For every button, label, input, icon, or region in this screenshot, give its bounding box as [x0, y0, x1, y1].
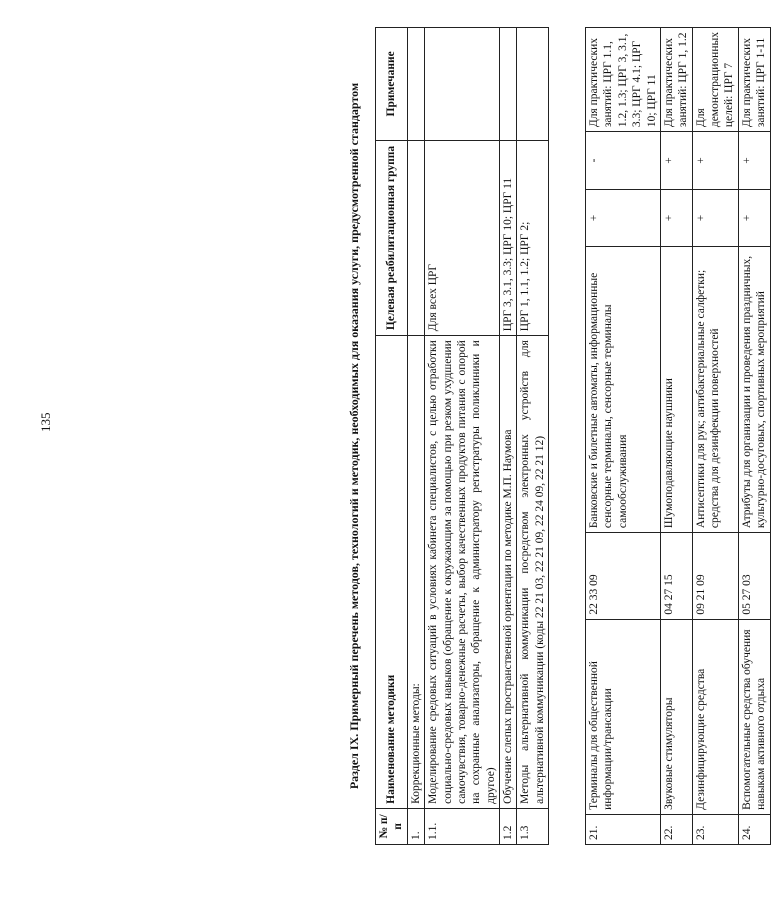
device-description: Шумоподавляющие наушники [660, 247, 692, 533]
note-cell: Для практических занятий: ЦРГ 1.1, 1.2, 1.3; ЦРГ 3, 3.1, 3.3; ЦРГ 4.1; ЦРГ 10; ЦРГ 11 [586, 28, 661, 132]
note-cell [500, 28, 517, 141]
row-number: 23. [692, 814, 738, 844]
row-number: 22. [660, 814, 692, 844]
row-number: 24. [738, 814, 770, 844]
header-target-group: Целевая реабилитационная группа [376, 140, 408, 335]
device-name: Терминалы для общественной информации/трансакции [586, 619, 661, 814]
row-number: 21. [586, 814, 661, 844]
page-number: 135 [38, 412, 53, 432]
device-code: 04 27 15 [660, 533, 692, 619]
row-number: 1.3 [517, 808, 549, 844]
device-description: Антисептики для рук; антибактериальные салфетки; средства для дезинфекции поверхностей [692, 247, 738, 533]
mark-cell: + [738, 132, 770, 190]
row-number: 1. [407, 808, 424, 844]
target-group [407, 140, 424, 335]
device-code: 09 21 09 [692, 533, 738, 619]
table-row [425, 28, 500, 845]
note-cell [425, 28, 500, 141]
target-group: ЦРГ 3, 3.1, 3.3; ЦРГ 10; ЦРГ 11 [500, 140, 517, 335]
note-cell: Для демонстрационных целей: ЦРГ 7 [692, 28, 738, 132]
row-number: 1.1. [425, 808, 500, 844]
header-num: № п/п [376, 808, 408, 844]
mark-cell: + [586, 189, 661, 247]
header-method-name: Наименование методики [376, 336, 408, 809]
device-name: Звуковые стимуляторы [660, 619, 692, 814]
mark-cell: + [660, 189, 692, 247]
mark-cell: + [738, 189, 770, 247]
mark-cell: + [692, 189, 738, 247]
table-row [738, 28, 770, 845]
mark-cell: + [660, 132, 692, 190]
row-number: 1.2 [500, 808, 517, 844]
device-code: 05 27 03 [738, 533, 770, 619]
table-row [517, 28, 549, 845]
mark-cell: + [692, 132, 738, 190]
device-name: Вспомогательные средства обучения навыкам активного отдыха [738, 619, 770, 814]
technical-means-table [585, 27, 771, 845]
note-cell [407, 28, 424, 141]
device-code: 22 33 09 [586, 533, 661, 619]
method-name: Коррекционные методы: [407, 336, 424, 809]
method-name: Моделирование средовых ситуаций в условиях кабинета специалистов, с целью отработки социально-средовых навыков (обращение к окружающим за помощью при резком ухудшении самочувствия, товарно-денежные расчеты, выбор качественных продуктов питания с опорой на сохранные анализаторы, обращение к администратору регистратуры поликлиники и другое) [425, 336, 500, 809]
target-group: ЦРГ 1, 1.1, 1.2; ЦРГ 2; [517, 140, 549, 335]
note-cell [517, 28, 549, 141]
device-description: Банковские и билетные автоматы, информационные сенсорные терминалы, сенсорные терминалы самообслуживания [586, 247, 661, 533]
methods-table [375, 27, 549, 845]
note-cell: Для практических занятий: ЦРГ 1-11 [738, 28, 770, 132]
table-header-row [376, 28, 408, 845]
table-row [586, 28, 661, 845]
header-note: Примечание [376, 28, 408, 141]
device-name: Дезинфицирующие средства [692, 619, 738, 814]
table-row [500, 28, 517, 845]
device-description: Атрибуты для организации и проведения праздничных, культурно-досуговых, спортивных мероприятий [738, 247, 770, 533]
mark-cell: - [586, 132, 661, 190]
method-name: Методы альтернативной коммуникации посредством электронных устройств для альтернативной коммуникации (коды 22 21 03, 22 21 09, 22 24 09, 22 21 12) [517, 336, 549, 809]
table-row [660, 28, 692, 845]
section-title: Раздел IX. Примерный перечень методов, технологий и методик, необходимых для оказания услуги, предусмотренной стандартом [347, 82, 361, 790]
method-name: Обучение слепых пространственной ориентации по методике М.П. Наумова [500, 336, 517, 809]
table-row [692, 28, 738, 845]
target-group: Для всех ЦРГ [425, 140, 500, 335]
note-cell: Для практических занятий: ЦРГ 1, 1.2 [660, 28, 692, 132]
table-row [407, 28, 424, 845]
